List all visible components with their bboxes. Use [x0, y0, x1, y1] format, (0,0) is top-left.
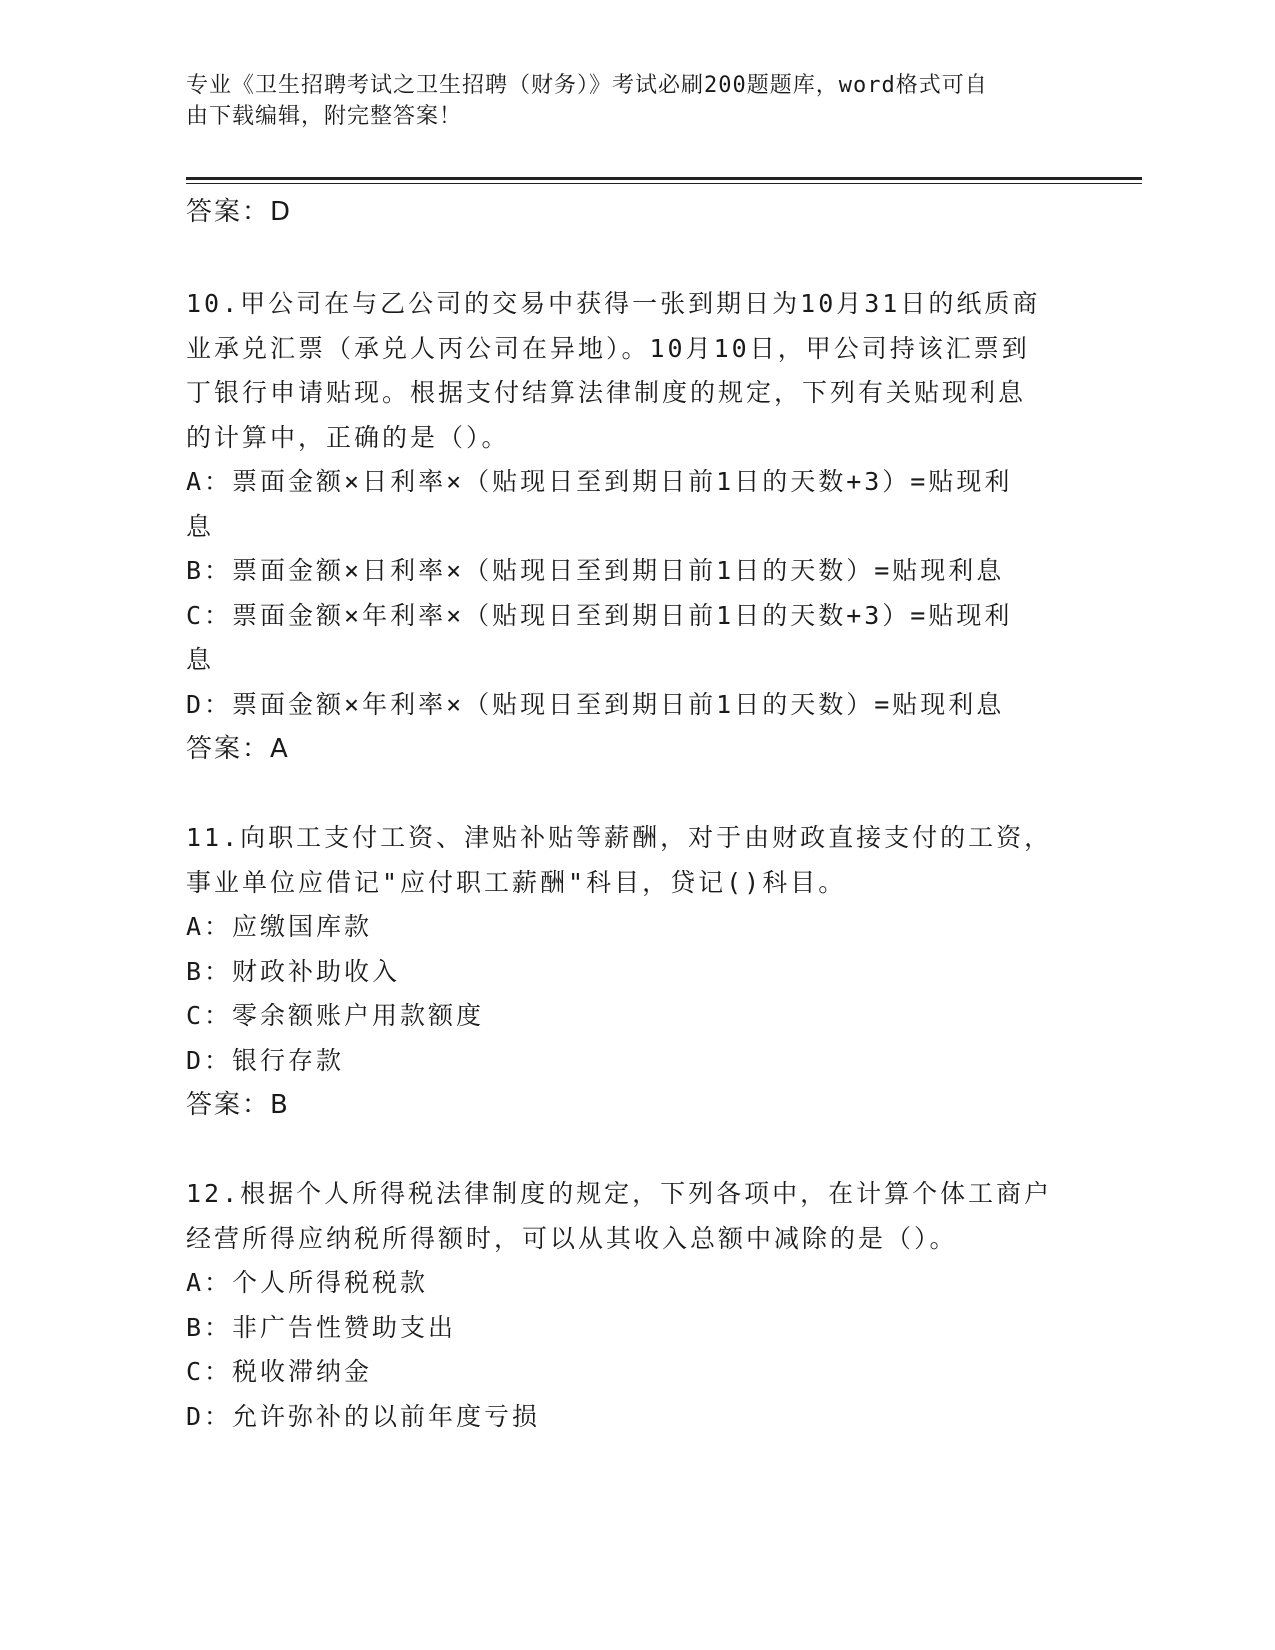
question-11: [186, 816, 1086, 1128]
question-10-stem-line-2: 业承兑汇票（承兑人丙公司在异地）。10月10日，甲公司持该汇票到: [186, 333, 1030, 363]
document-header: [186, 70, 1066, 132]
question-12-option-b: B：非广告性赞助支出: [186, 1312, 457, 1342]
question-11-stem-line-2: 事业单位应借记"应付职工薪酬"科目，贷记()科目。: [186, 867, 847, 897]
header-line-2: 由下载编辑，附完整答案！: [186, 104, 463, 129]
question-11-option-d: D：银行存款: [186, 1045, 345, 1075]
spacer: [186, 772, 1086, 816]
question-10-stem-line-1: 10.甲公司在与乙公司的交易中获得一张到期日为10月31日的纸质商: [186, 289, 1041, 318]
header-divider-thin: [186, 183, 1142, 184]
question-12: [186, 1172, 1086, 1439]
question-10-answer: 答案：A: [186, 734, 290, 764]
question-12-option-a: A：个人所得税税款: [186, 1268, 429, 1297]
previous-answer: 答案：D: [186, 197, 293, 227]
question-12-stem-line-2: 经营所得应纳税所得额时，可以从其收入总额中减除的是（）。: [186, 1223, 958, 1253]
question-10-option-b: B：票面金额×日利率×（贴现日至到期日前1日的天数）=贴现利息: [186, 556, 1005, 585]
document-body: [186, 190, 1086, 1439]
question-10-stem-line-3: 丁银行申请贴现。根据支付结算法律制度的规定，下列有关贴现利息: [186, 378, 1027, 407]
header-divider-thick: [186, 177, 1142, 180]
question-10-option-a: A：票面金额×日利率×（贴现日至到期日前1日的天数+3）=贴现利: [186, 467, 1013, 496]
question-11-stem-line-1: 11.向职工支付工资、津贴补贴等薪酬，对于由财政直接支付的工资，: [186, 823, 1053, 852]
question-10-option-c-wrap: 息: [186, 645, 215, 674]
question-11-option-b: B：财政补助收入: [186, 956, 401, 986]
question-12-option-d: D：允许弥补的以前年度亏损: [186, 1401, 541, 1431]
header-line-1: 专业《卫生招聘考试之卫生招聘（财务）》考试必刷200题题库，word格式可自: [186, 73, 988, 98]
question-12-stem-line-1: 12.根据个人所得税法律制度的规定，下列各项中，在计算个体工商户: [186, 1179, 1053, 1208]
question-10: [186, 282, 1086, 772]
question-10-option-a-wrap: 息: [186, 511, 215, 541]
question-11-answer: 答案：B: [186, 1090, 290, 1120]
question-10-stem-line-4: 的计算中，正确的是（）。: [186, 422, 510, 452]
question-11-option-c: C：零余额账户用款额度: [186, 1001, 485, 1030]
question-12-option-c: C：税收滞纳金: [186, 1357, 373, 1386]
spacer: [186, 235, 1086, 282]
question-11-option-a: A：应缴国库款: [186, 912, 373, 941]
question-10-option-d: D：票面金额×年利率×（贴现日至到期日前1日的天数）=贴现利息: [186, 689, 1005, 719]
spacer: [186, 1128, 1086, 1172]
question-10-option-c: C：票面金额×年利率×（贴现日至到期日前1日的天数+3）=贴现利: [186, 600, 1013, 630]
